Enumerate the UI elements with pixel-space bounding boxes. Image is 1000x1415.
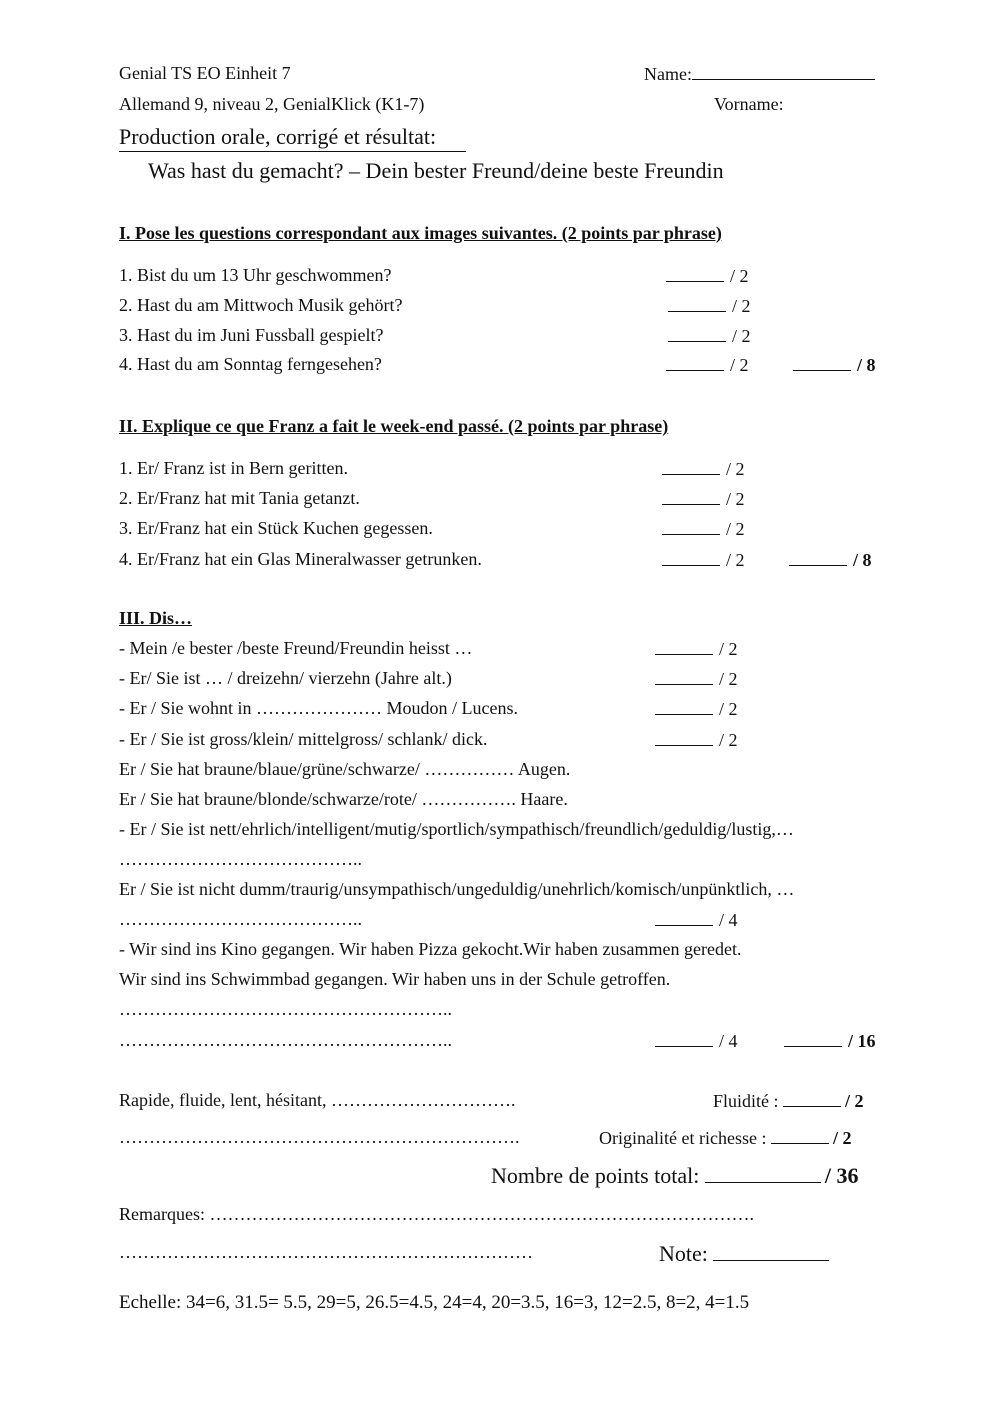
name-field[interactable]	[644, 62, 875, 85]
score-max: / 2	[719, 639, 738, 659]
s3-item-2: - Er/ Sie ist … / dreizehn/ vierzehn (Jahre alt.)	[119, 668, 452, 688]
s2-item-3: 3. Er/Franz hat ein Stück Kuchen gegessen.	[119, 518, 433, 538]
remarks-dots-line2: ……………………………………………………………	[119, 1242, 533, 1262]
s3-score-traits[interactable]	[655, 908, 738, 931]
grade-label: Note:	[659, 1241, 708, 1266]
s3-score-1[interactable]	[655, 637, 738, 660]
s1-total[interactable]	[793, 353, 876, 376]
s3-score-4[interactable]	[655, 728, 738, 751]
s1-score-3[interactable]	[668, 324, 751, 347]
score-max: / 2	[726, 489, 745, 509]
score-blank[interactable]	[655, 637, 713, 655]
s2-score-4[interactable]	[662, 548, 745, 571]
course-label: Genial TS EO Einheit 7	[119, 63, 291, 83]
section3-heading: III. Dis…	[119, 608, 193, 628]
s3-hair: Er / Sie hat braune/blonde/schwarze/rote/ ……………. Haare.	[119, 789, 568, 809]
score-blank[interactable]	[655, 908, 713, 926]
score-max: / 2	[730, 355, 749, 375]
score-blank[interactable]	[662, 517, 720, 535]
s3-eyes: Er / Sie hat braune/blaue/grüne/schwarze/ …………… Augen.	[119, 759, 571, 779]
page-title-text: Production orale, corrigé et résultat:	[119, 123, 466, 152]
s1-score-2[interactable]	[668, 294, 751, 317]
originality-label: Originalité et richesse :	[599, 1128, 767, 1148]
s2-item-1: 1. Er/ Franz ist in Bern geritten.	[119, 458, 348, 478]
s3-item-1: - Mein /e bester /beste Freund/Freundin heisst …	[119, 638, 473, 658]
section2-heading: II. Explique ce que Franz a fait le week-end passé. (2 points par phrase)	[119, 416, 669, 436]
fluency-blank[interactable]	[783, 1089, 841, 1107]
s1-score-1[interactable]	[666, 264, 749, 287]
s3-dots-4: ………………………………………………..	[119, 1030, 452, 1050]
total-points-max: / 36	[824, 1163, 859, 1188]
s3-dots-3: ………………………………………………..	[119, 999, 452, 1019]
s2-score-1[interactable]	[662, 457, 745, 480]
fluency-score[interactable]	[713, 1089, 864, 1112]
s3-qualities: - Er / Sie ist nett/ehrlich/intelligent/mutig/sportlich/sympathisch/freundlich/geduldig/lustig,…	[119, 819, 794, 839]
originality-score[interactable]	[599, 1126, 851, 1149]
s1-item-4: 4. Hast du am Sonntag ferngesehen?	[119, 354, 382, 374]
page-title	[119, 123, 466, 152]
total-points[interactable]	[491, 1160, 858, 1190]
s1-score-4[interactable]	[666, 353, 749, 376]
s1-item-1: 1. Bist du um 13 Uhr geschwommen?	[119, 265, 392, 285]
score-blank[interactable]	[668, 324, 726, 342]
class-label: Allemand 9, niveau 2, GenialKlick (K1-7)	[119, 94, 425, 114]
score-blank[interactable]	[666, 353, 724, 371]
score-blank[interactable]	[655, 1029, 713, 1047]
score-max: / 2	[730, 266, 749, 286]
page-subtitle: Was hast du gemacht? – Dein bester Freund/deine beste Freundin	[148, 158, 724, 183]
score-max: / 2	[719, 699, 738, 719]
s3-activities-2: Wir sind ins Schwimmbad gegangen. Wir haben uns in der Schule getroffen.	[119, 969, 671, 989]
total-blank[interactable]	[793, 353, 851, 371]
score-max: / 2	[726, 550, 745, 570]
s1-item-2: 2. Hast du am Mittwoch Musik gehört?	[119, 295, 403, 315]
s3-dots-2: …………………………………..	[119, 909, 362, 929]
s2-item-2: 2. Er/Franz hat mit Tania getanzt.	[119, 488, 360, 508]
total-max: / 8	[853, 550, 872, 570]
s3-item-4: - Er / Sie ist gross/klein/ mittelgross/ schlank/ dick.	[119, 729, 488, 749]
s3-dots-1: …………………………………..	[119, 849, 362, 869]
section1-heading: I. Pose les questions correspondant aux images suivantes. (2 points par phrase)	[119, 223, 722, 243]
s1-item-3: 3. Hast du im Juni Fussball gespielt?	[119, 325, 384, 345]
score-blank[interactable]	[662, 487, 720, 505]
s3-score-2[interactable]	[655, 667, 738, 690]
score-blank[interactable]	[668, 294, 726, 312]
firstname-label: Vorname:	[714, 94, 784, 114]
remarks-line[interactable]	[119, 1203, 754, 1225]
score-blank[interactable]	[655, 728, 713, 746]
s3-score-activities[interactable]	[655, 1029, 738, 1052]
score-max: / 2	[732, 326, 751, 346]
s3-score-3[interactable]	[655, 697, 738, 720]
score-blank[interactable]	[655, 697, 713, 715]
grade-blank[interactable]	[713, 1238, 829, 1261]
originality-max: / 2	[832, 1128, 852, 1148]
score-blank[interactable]	[666, 264, 724, 282]
fluency-label: Fluidité :	[713, 1091, 779, 1111]
score-max: / 2	[719, 669, 738, 689]
s3-item-3: - Er / Sie wohnt in ………………… Moudon / Lucens.	[119, 698, 518, 718]
grade-field[interactable]	[659, 1238, 829, 1268]
score-max: / 4	[719, 1031, 738, 1051]
grading-scale: Echelle: 34=6, 31.5= 5.5, 29=5, 26.5=4.5, 24=4, 20=3.5, 16=3, 12=2.5, 8=2, 4=1.5	[119, 1292, 750, 1313]
s2-score-2[interactable]	[662, 487, 745, 510]
evaluation-dots: ………………………………………………………….	[119, 1127, 520, 1147]
score-blank[interactable]	[662, 548, 720, 566]
remarks-label: Remarques:	[119, 1204, 205, 1224]
score-max: / 2	[732, 296, 751, 316]
score-blank[interactable]	[662, 457, 720, 475]
originality-blank[interactable]	[771, 1126, 829, 1144]
score-blank[interactable]	[655, 667, 713, 685]
total-points-label: Nombre de points total:	[491, 1163, 700, 1188]
fluency-max: / 2	[845, 1091, 864, 1111]
s2-total[interactable]	[789, 548, 872, 571]
s2-item-4: 4. Er/Franz hat ein Glas Mineralwasser getrunken.	[119, 549, 482, 569]
total-max: / 16	[848, 1031, 876, 1051]
remarks-dots: ……………………………………………………………………………….	[209, 1204, 754, 1224]
score-max: / 4	[719, 910, 738, 930]
s2-score-3[interactable]	[662, 517, 745, 540]
fluency-options: Rapide, fluide, lent, hésitant, ………………………….	[119, 1090, 516, 1110]
name-blank[interactable]	[692, 62, 875, 80]
score-max: / 2	[726, 519, 745, 539]
s3-not-qualities: Er / Sie ist nicht dumm/traurig/unsympathisch/ungeduldig/unehrlich/komisch/unpünktlich, …	[119, 879, 795, 899]
total-blank[interactable]	[784, 1029, 842, 1047]
total-max: / 8	[857, 355, 876, 375]
total-blank[interactable]	[789, 548, 847, 566]
name-label: Name:	[644, 64, 692, 84]
s3-activities-1: - Wir sind ins Kino gegangen. Wir haben Pizza gekocht.Wir haben zusammen geredet.	[119, 939, 742, 959]
s3-total[interactable]	[784, 1029, 876, 1052]
score-max: / 2	[726, 459, 745, 479]
total-points-blank[interactable]	[705, 1160, 821, 1183]
score-max: / 2	[719, 730, 738, 750]
